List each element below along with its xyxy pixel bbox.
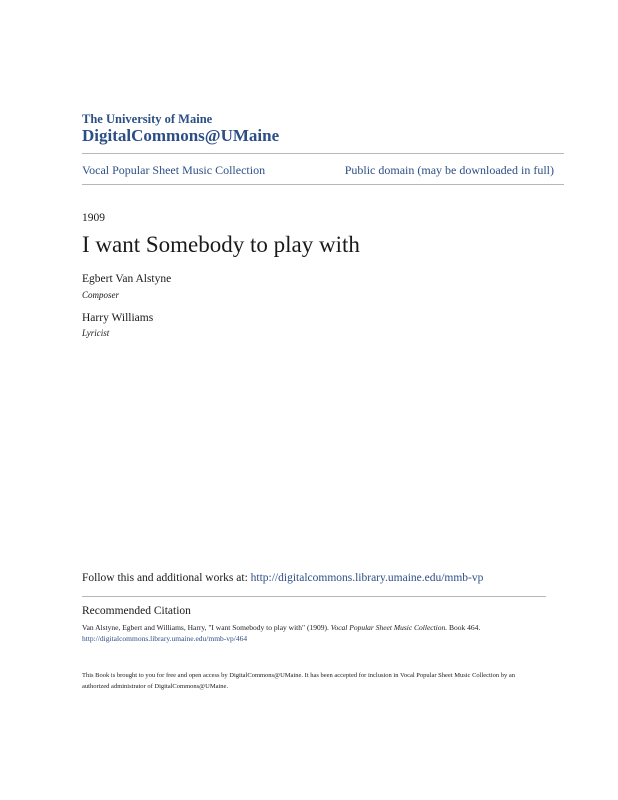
work-title: I want Somebody to play with — [82, 232, 360, 257]
follow-link[interactable]: http://digitalcommons.library.umaine.edu/mmb-vp — [250, 572, 484, 584]
rights-link[interactable]: Public domain (may be downloaded in full) — [344, 163, 554, 177]
lyricist-role: Lyricist — [82, 328, 110, 338]
citation-book-number: Book 464. — [449, 623, 481, 632]
header-divider-bottom — [82, 184, 564, 185]
citation-text — [82, 622, 552, 644]
institution-name: The University of Maine — [82, 112, 213, 126]
header-divider-top — [82, 153, 564, 154]
access-notice: This Book is brought to you for free and open access by DigitalCommons@UMaine. It has been accepted for inclusion in Vocal Popular Sheet Music Collection by an authorized administrator of DigitalCommons@UMaine. — [82, 672, 516, 690]
collection-link[interactable]: Vocal Popular Sheet Music Collection — [82, 163, 266, 177]
follow-line — [82, 572, 483, 584]
composer-role: Composer — [82, 290, 120, 300]
citation-divider — [82, 596, 546, 597]
follow-label: Follow this and additional works at: — [82, 572, 248, 584]
citation-heading: Recommended Citation — [82, 605, 191, 617]
repository-name: DigitalCommons@UMaine — [82, 126, 280, 145]
composer-name: Egbert Van Alstyne — [82, 273, 172, 285]
lyricist-name: Harry Williams — [82, 312, 154, 324]
citation-authors-title: Van Alstyne, Egbert and Williams, Harry, "I want Somebody to play with" (1909). — [82, 623, 329, 632]
citation-series: Vocal Popular Sheet Music Collection. — [330, 623, 448, 632]
citation-link[interactable]: http://digitalcommons.library.umaine.edu/mmb-vp/464 — [82, 634, 248, 643]
publication-year: 1909 — [82, 212, 105, 224]
